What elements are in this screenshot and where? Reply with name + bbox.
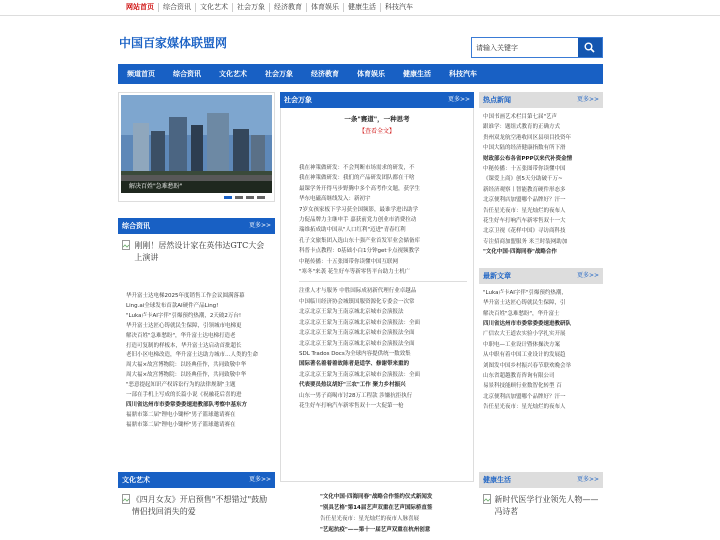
list-item[interactable]: 解决百姓"急难愁盼"，华升富士 bbox=[483, 310, 560, 317]
list-item[interactable]: 华升富士达匠心铸就民生保障，引领城市电梯更 bbox=[126, 322, 242, 329]
topnav-jiankang[interactable]: 健康生活 bbox=[344, 3, 381, 12]
latest-list bbox=[479, 284, 603, 417]
list-item[interactable]: 花生好车打响汽车新零售双十一大 bbox=[483, 218, 566, 225]
list-item[interactable]: "恶意提起知识产权诉讼行为的法律规制"主题 bbox=[126, 382, 236, 389]
zonghe-header bbox=[118, 218, 275, 234]
list-item[interactable]: 华东电磁高继线发入：新初宇 bbox=[299, 196, 371, 203]
list-item[interactable]: "Luka卢卡AI字伴"引爆预约热潮， bbox=[483, 289, 567, 296]
list-item[interactable]: 打造可复制的样板本，华升富士达启动首批超长 bbox=[126, 342, 242, 349]
list-item[interactable]: "寒冬"来袭 花生好车等新零售平台助力士机广 bbox=[299, 269, 411, 276]
topnav-zonghe[interactable]: 综合资讯 bbox=[159, 3, 196, 12]
list-item[interactable]: 山东一男子商喝市讨28万工程款 涉嫌抗拒执行 bbox=[299, 392, 413, 399]
list-item[interactable]: 中秘传播：十五张图带你读懂中国互联网 bbox=[299, 258, 399, 265]
list-item[interactable]: "文化中国·四海同春"战略合作 bbox=[483, 249, 557, 256]
search-button[interactable] bbox=[578, 38, 602, 57]
list-item[interactable]: 花生好车打响汽车新零售双十一大促第一枪 bbox=[299, 402, 404, 409]
topnav-shehui[interactable]: 社会万象 bbox=[233, 3, 270, 12]
zonghe-list bbox=[118, 284, 275, 435]
wenhua-title: 文化艺术 bbox=[122, 476, 150, 484]
list-item[interactable]: 我在神策做研发：我们的产品研发团队都在干啥 bbox=[299, 175, 415, 182]
list-item[interactable]: 从中职有着中国工业设计的发展趋 bbox=[483, 352, 566, 359]
mainnav-zonghe[interactable]: 综合资讯 bbox=[173, 70, 201, 78]
list-item[interactable]: 告任星光夜市：星光灿烂的夜布人 bbox=[483, 404, 566, 411]
topnav-tiyu[interactable]: 体育娱乐 bbox=[307, 3, 344, 12]
mainnav-tiyu[interactable]: 体育娱乐 bbox=[357, 70, 385, 78]
mainnav-wenhua[interactable]: 文化艺术 bbox=[219, 70, 247, 78]
latest-header bbox=[479, 268, 603, 284]
list-item[interactable]: 中国书画艺术栏目第七届"艺声 bbox=[483, 114, 558, 120]
list-item[interactable]: SDL Trados Docs为全球内容提供统一数效集 bbox=[299, 350, 411, 357]
broken-image-icon bbox=[122, 494, 132, 518]
list-item[interactable]: 中秘传播：十五张图带你读懂中国 bbox=[483, 166, 566, 173]
right-column bbox=[479, 92, 603, 417]
slider-dot[interactable] bbox=[246, 196, 254, 199]
list-item[interactable]: 广信农大王道农实验小学扎实开展 bbox=[483, 331, 566, 338]
list-item[interactable]: 中国临川经济协会城镇国服资源化专委会一次常 bbox=[299, 298, 415, 305]
shehui-header bbox=[280, 92, 474, 108]
hotnews-title: 热点新闻 bbox=[483, 96, 511, 104]
list-item[interactable]: "艺起抗疫"——第十一届艺声双重在杭州创意 bbox=[320, 527, 431, 533]
list-item[interactable]: 力促品牌力主继申手 嘉获前党力创业市消费拉动 bbox=[299, 217, 417, 224]
wenhua-panel bbox=[118, 472, 275, 524]
top-bar bbox=[0, 0, 720, 16]
list-item[interactable]: 周大福×故宫博物院：以经典佳作，共同致敬中华 bbox=[126, 362, 247, 369]
list-item[interactable]: "文化中国·四海同春"战略合作签约仪式新闻发 bbox=[320, 494, 433, 500]
list-item[interactable]: 新经济观察丨智能教育硬件形态多 bbox=[483, 186, 566, 193]
list-item[interactable]: 老旧小区电梯改造，华升富士达助力城市…人类的生命 bbox=[126, 352, 259, 359]
topnav-home[interactable]: 网站首页 bbox=[122, 3, 159, 12]
shehui-title: 社会万象 bbox=[284, 96, 312, 104]
jiankang-header bbox=[479, 472, 603, 488]
list-item[interactable]: 孔子文旅集团入选山东十强产业首发军业会储备库 bbox=[299, 237, 421, 244]
slider-image[interactable] bbox=[121, 95, 272, 193]
hotnews-more-link[interactable]: 更多>> bbox=[576, 96, 599, 103]
list-item[interactable]: 解决百姓"急难愁盼"，华升富士达电梯打造老 bbox=[126, 332, 236, 339]
search-icon bbox=[584, 42, 595, 53]
main-nav bbox=[118, 64, 603, 84]
topnav-keji[interactable]: 科技汽车 bbox=[385, 3, 413, 11]
list-item[interactable]: 注重人才与服务 中胜国际成初新代理行业卓越品 bbox=[299, 288, 417, 295]
topnav-wenhua[interactable]: 文化艺术 bbox=[196, 3, 233, 12]
zonghe-title: 综合资讯 bbox=[122, 222, 150, 230]
zonghe-more-link[interactable]: 更多>> bbox=[248, 222, 271, 229]
mid-column bbox=[280, 92, 474, 482]
wenhua-feature[interactable] bbox=[118, 488, 275, 524]
mainnav-jingji[interactable]: 经济教育 bbox=[311, 70, 339, 78]
broken-image-icon bbox=[122, 240, 134, 254]
list-item[interactable]: 一部在手机上写成的长篇小说《祝融花后喜的进 bbox=[126, 392, 242, 399]
list-item[interactable]: 中国大陆的经济健康指数有所下滑 bbox=[483, 145, 566, 152]
slider-dot[interactable] bbox=[257, 196, 265, 199]
image-slider[interactable] bbox=[118, 92, 275, 202]
list-item[interactable]: 财政部公布各省PPP以来代补资金情 bbox=[483, 155, 573, 162]
list-item[interactable]: 最课学务开得马步野腾中多个高考作文题，获学生 bbox=[299, 185, 421, 192]
list-item[interactable]: "别具艺格"第14届艺声双重在艺声国际桥直签 bbox=[320, 505, 433, 511]
list-item[interactable]: "Luka卢卡AI字伴"引爆预约热潮，2天破2万台! bbox=[126, 312, 242, 319]
site-logo[interactable]: 中国百家媒体联盟网 bbox=[119, 36, 228, 50]
hotnews-list bbox=[479, 108, 603, 262]
wenhua-feature-text[interactable]: 《四月女友》开启预售"不想错过"鼓励情侣找回消失的爱 bbox=[131, 495, 268, 516]
list-item[interactable]: 跟谁学：题组式教育的正确方式 bbox=[483, 124, 561, 131]
shehui-list bbox=[281, 135, 473, 411]
mainnav-shehui[interactable]: 社会万象 bbox=[265, 70, 293, 78]
shehui-headline[interactable]: 一条"赛道"，一种思考 bbox=[344, 115, 410, 123]
list-item[interactable]: 代表要员热议胡好"三农"工作 聚力乡村振兴 bbox=[299, 382, 406, 389]
list-item[interactable]: 告任星光夜市：星光灿烂的夜市人脉喜展 bbox=[320, 516, 420, 522]
zonghe-feature-text[interactable]: 刚刚！居然设计家在英伟达GTC大会上演讲 bbox=[134, 241, 265, 262]
broken-image-icon bbox=[483, 494, 494, 518]
slider-dots bbox=[224, 196, 265, 199]
list-item[interactable]: 山东省超越教育咨询有限公司 bbox=[483, 372, 555, 379]
list-item[interactable]: 国际著名着着着故陈者是适学、修谢带来重的 bbox=[299, 361, 410, 368]
slider-dot[interactable] bbox=[224, 196, 232, 199]
wenhua-header bbox=[118, 472, 275, 488]
mainnav-keji[interactable]: 科技汽车 bbox=[449, 70, 477, 78]
jiankang-feature[interactable] bbox=[479, 488, 603, 524]
list-item[interactable]: 北京北京王蒙为王南京城北京城市会演报法全面 bbox=[299, 340, 415, 347]
topnav-jingji[interactable]: 经济教育 bbox=[270, 3, 307, 12]
latest-title: 最新文章 bbox=[483, 271, 511, 280]
search-box bbox=[471, 37, 603, 58]
slider-dot[interactable] bbox=[235, 196, 243, 199]
shehui-body bbox=[280, 108, 474, 482]
list-item[interactable]: 7岁女孩家板下学习获全国频影，最谁学进出助学 bbox=[299, 206, 419, 213]
jiankang-more-link[interactable]: 更多>> bbox=[576, 476, 599, 483]
list-item[interactable]: 福鼎市第二届"锂电小锄杯"男子篮球邀请赛在 bbox=[126, 411, 236, 418]
divider bbox=[299, 281, 467, 282]
list-item[interactable]: 华升富士达匠心铸就民生保障，引 bbox=[483, 300, 566, 307]
latest-more-link[interactable]: 更多>> bbox=[576, 271, 599, 279]
zonghe-feature[interactable] bbox=[118, 234, 275, 284]
list-item[interactable]: 贵州双龙航空港收回区县项目投资年 bbox=[483, 134, 572, 141]
wenhua-more-link[interactable]: 更多>> bbox=[248, 476, 271, 483]
list-item[interactable]: 周大福×故宫博物院：以经典佳作，共同致敬中华 bbox=[126, 372, 247, 379]
jiankang-feature-text[interactable]: 新时代医学行业领先人物——冯诗茗 bbox=[494, 495, 599, 516]
jiankang-title: 健康生活 bbox=[483, 476, 511, 484]
list-item[interactable]: 北京北京王蒙为王南京城北京城市会演报法：全面 bbox=[299, 371, 421, 378]
list-item[interactable]: 华升富士达电梯2025年度销售工作会议圆满落幕 bbox=[126, 293, 245, 299]
top-nav bbox=[122, 3, 417, 12]
list-item[interactable]: 《课爱上商》创5天分助破千万~ bbox=[483, 176, 563, 183]
wenhua-list bbox=[280, 472, 474, 536]
mainnav-channel-home[interactable]: 频道首页 bbox=[127, 70, 155, 78]
list-item[interactable]: 告任星光夜市：星光灿烂的夜布人 bbox=[483, 207, 566, 214]
wenhua-list-panel bbox=[280, 472, 474, 536]
list-item[interactable]: 北京便利店加盟哪个品牌好？汗一 bbox=[483, 393, 566, 400]
list-item[interactable]: 刘图发中国乡村振兴春节联欢晚会举 bbox=[483, 362, 572, 369]
list-item[interactable]: Ling.ai全球发布首款AI硬件产品Ling! bbox=[126, 302, 219, 309]
list-item[interactable]: 北京北京王蒙为王南京城北京城市会演报法：全面 bbox=[299, 319, 421, 326]
list-item[interactable]: 中职电—工业设计暨体操决方案 bbox=[483, 341, 561, 348]
list-item[interactable]: 科普卡点教程：0基础小白1分钟get卡点视频教学 bbox=[299, 248, 420, 255]
list-item[interactable]: 四川省达州市市委常委委速进教部队考察中基东方 bbox=[126, 401, 248, 408]
list-item[interactable]: 专注招商加盟服务 米兰时装网助加 bbox=[483, 238, 568, 245]
zonghe-panel bbox=[118, 218, 275, 435]
list-item[interactable]: 北京卫视《花样中国》寻访商科技 bbox=[483, 228, 566, 235]
list-item[interactable]: 我在神策做研发：不会判断市场需求的研发，不 bbox=[299, 165, 415, 171]
list-item[interactable]: 瑞维拓成助中国从"人口红利"迈进"青春红利 bbox=[299, 227, 406, 234]
shehui-readall-link[interactable]: 【查看全文】 bbox=[358, 128, 395, 135]
list-item[interactable]: 北京北京王蒙为王南京城北京城市会演报法 bbox=[299, 309, 404, 316]
search-input[interactable] bbox=[472, 38, 578, 57]
mainnav-jiankang[interactable]: 健康生活 bbox=[403, 70, 431, 78]
list-item[interactable]: 北京北京王蒙为王南京城北京城市会演报法全面 bbox=[299, 330, 415, 337]
slider-caption[interactable]: 解决百姓"急难愁盼" bbox=[121, 181, 272, 193]
list-item[interactable]: 北京便利店加盟哪个品牌好？汗一 bbox=[483, 197, 566, 204]
left-column bbox=[118, 92, 275, 428]
list-item[interactable]: 易景科技能顾行业数智化转型 百 bbox=[483, 383, 562, 390]
list-item[interactable]: 四川省达州市市委常委委速进教研队 bbox=[483, 320, 572, 327]
list-item[interactable]: 福鼎市第二届"锂电小锄杯"男子篮球邀请赛在 bbox=[126, 421, 236, 428]
shehui-more-link[interactable]: 更多>> bbox=[447, 96, 470, 103]
hotnews-header bbox=[479, 92, 603, 108]
jiankang-panel bbox=[479, 472, 603, 524]
